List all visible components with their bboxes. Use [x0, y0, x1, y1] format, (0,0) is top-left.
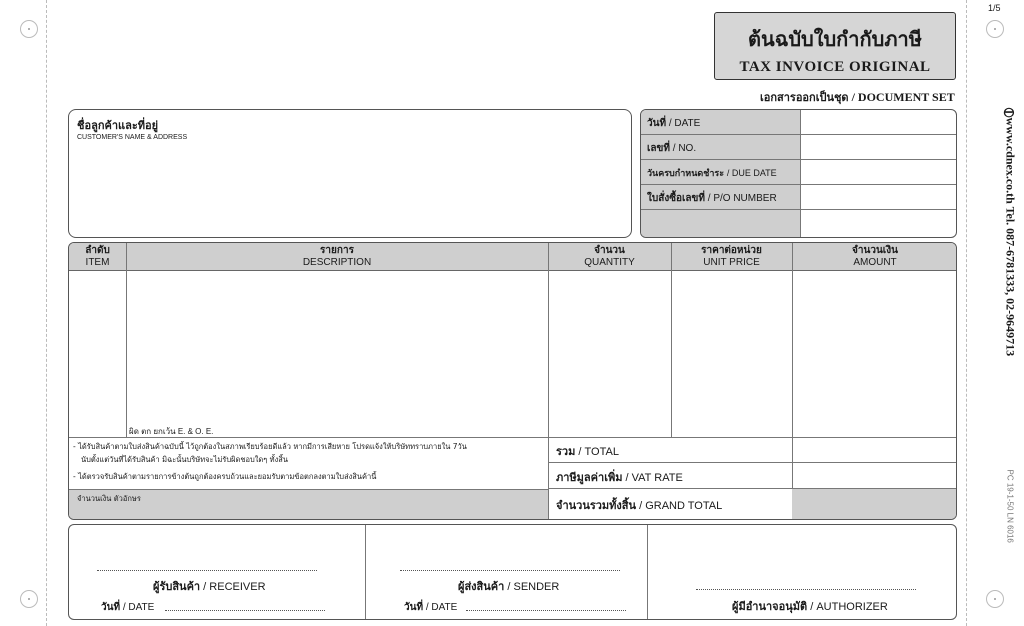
logo-icon: ⦶ — [1001, 107, 1018, 118]
po-label-english: / P/O NUMBER — [707, 193, 777, 204]
info-box — [640, 109, 957, 238]
items-body[interactable] — [69, 271, 957, 437]
page-number: 1/5 — [988, 3, 1001, 13]
side-contact — [1000, 100, 1024, 460]
signature-box — [68, 524, 957, 620]
eoe-note: ผิด ตก ยกเว้น E. & O. E. — [129, 427, 214, 436]
info-row-po-number[interactable] — [641, 185, 956, 210]
po-label-thai: ใบสั่งซื้อเลขที่ — [647, 193, 705, 204]
right-perforation — [966, 0, 967, 626]
form-code: PC 19-1-50 LN 6016 — [1005, 469, 1015, 543]
due-date-label-english: / DUE DATE — [726, 168, 777, 178]
vat-label-thai: ภาษีมูลค่าเพิ่ม — [556, 471, 623, 484]
col-item: ลำดับ ITEM — [69, 243, 126, 271]
total-label-english: / TOTAL — [578, 446, 619, 458]
col-quantity: จำนวน QUANTITY — [548, 243, 671, 271]
sender-date-thai: วันที่ — [404, 602, 424, 613]
items-table — [68, 242, 957, 520]
amount-words-row[interactable] — [69, 489, 548, 520]
punch-hole-icon — [986, 20, 1004, 38]
punch-hole-icon — [20, 590, 38, 608]
info-row-date[interactable] — [641, 110, 956, 135]
contact-text: www.cdnex.co.th Tel. 087-6781333, 02-9649713 — [1003, 117, 1018, 357]
receiver-date-english: / DATE — [122, 602, 155, 613]
authorizer-signature[interactable] — [648, 525, 957, 620]
vat-label-english: / VAT RATE — [625, 472, 683, 484]
punch-hole-icon — [986, 590, 1004, 608]
notes-block — [73, 440, 545, 483]
customer-label-thai: ชื่อลูกค้าและที่อยู่ — [77, 119, 159, 132]
note-line-1: - ได้รับสินค้าตามใบส่งสินค้าฉบับนี้ ไว้ถูกต้องในสภาพเรียบร้อยดีแล้ว หากมีการเสียหาย โปรดแจ้งให้บริษัททราบภายใน 7วัน — [73, 442, 467, 451]
document-set-label — [760, 88, 955, 106]
col-amount: จำนวนเงิน AMOUNT — [792, 243, 957, 271]
document-set-english: / DOCUMENT SET — [851, 90, 955, 104]
amount-words-label: จำนวนเงิน ตัวอักษร — [77, 494, 141, 503]
receiver-date-thai: วันที่ — [101, 602, 121, 613]
note-line-3: - ได้ตรวจรับสินค้าตามรายการข้างต้นถูกต้องครบถ้วนและยอมรับตามข้อตกลงตามใบส่งสินค้านี้ — [73, 472, 377, 481]
grand-total-label-english: / GRAND TOTAL — [639, 500, 723, 512]
info-row-due-date[interactable] — [641, 160, 956, 185]
col-description: รายการ DESCRIPTION — [126, 243, 548, 271]
grand-total-label-thai: จำนวนรวมทั้งสิ้น — [556, 499, 637, 512]
document-set-thai: เอกสารออกเป็นชุด — [760, 91, 849, 104]
col-unit-price: ราคาต่อหน่วย UNIT PRICE — [671, 243, 792, 271]
authorizer-label-thai: ผู้มีอำนาจอนุมัติ — [732, 600, 808, 613]
note-line-2: นับตั้งแต่วันที่ได้รับสินค้า มิฉะนั้นบริษัทจะไม่รับผิดชอบใดๆ ทั้งสิ้น — [81, 455, 288, 464]
sender-label-english: / SENDER — [504, 581, 560, 593]
total-label-thai: รวม — [556, 445, 576, 458]
punch-hole-icon — [20, 20, 38, 38]
sender-date-line — [466, 610, 626, 611]
info-row-blank[interactable] — [641, 210, 956, 238]
number-label-thai: เลขที่ — [647, 143, 670, 154]
receiver-signature-line — [97, 570, 317, 571]
due-date-label-thai: วันครบกำหนดชำระ — [647, 169, 725, 179]
number-label-english: / NO. — [672, 143, 697, 154]
info-row-number[interactable] — [641, 135, 956, 160]
totals-labels-area — [548, 437, 792, 520]
customer-box[interactable] — [68, 109, 632, 238]
customer-label-english: CUSTOMER'S NAME & ADDRESS — [77, 134, 188, 141]
authorizer-label-english: / AUTHORIZER — [810, 601, 888, 613]
title-thai: ต้นฉบับใบกำกับภาษี — [748, 27, 922, 51]
receiver-signature[interactable] — [69, 525, 365, 620]
receiver-label-english: / RECEIVER — [203, 581, 266, 593]
title-box — [714, 12, 956, 80]
sender-signature[interactable] — [366, 525, 647, 620]
receiver-date-line — [165, 610, 325, 611]
date-label-thai: วันที่ — [647, 118, 667, 129]
receiver-label-thai: ผู้รับสินค้า — [153, 580, 201, 593]
grand-total-value-cell — [792, 489, 957, 520]
sender-date-english: / DATE — [425, 602, 458, 613]
date-label-english: / DATE — [668, 118, 701, 129]
left-perforation — [46, 0, 47, 626]
authorizer-signature-line — [696, 589, 916, 590]
title-english: TAX INVOICE ORIGINAL — [739, 59, 931, 75]
sender-label-thai: ผู้ส่งสินค้า — [458, 580, 505, 593]
sender-signature-line — [400, 570, 620, 571]
